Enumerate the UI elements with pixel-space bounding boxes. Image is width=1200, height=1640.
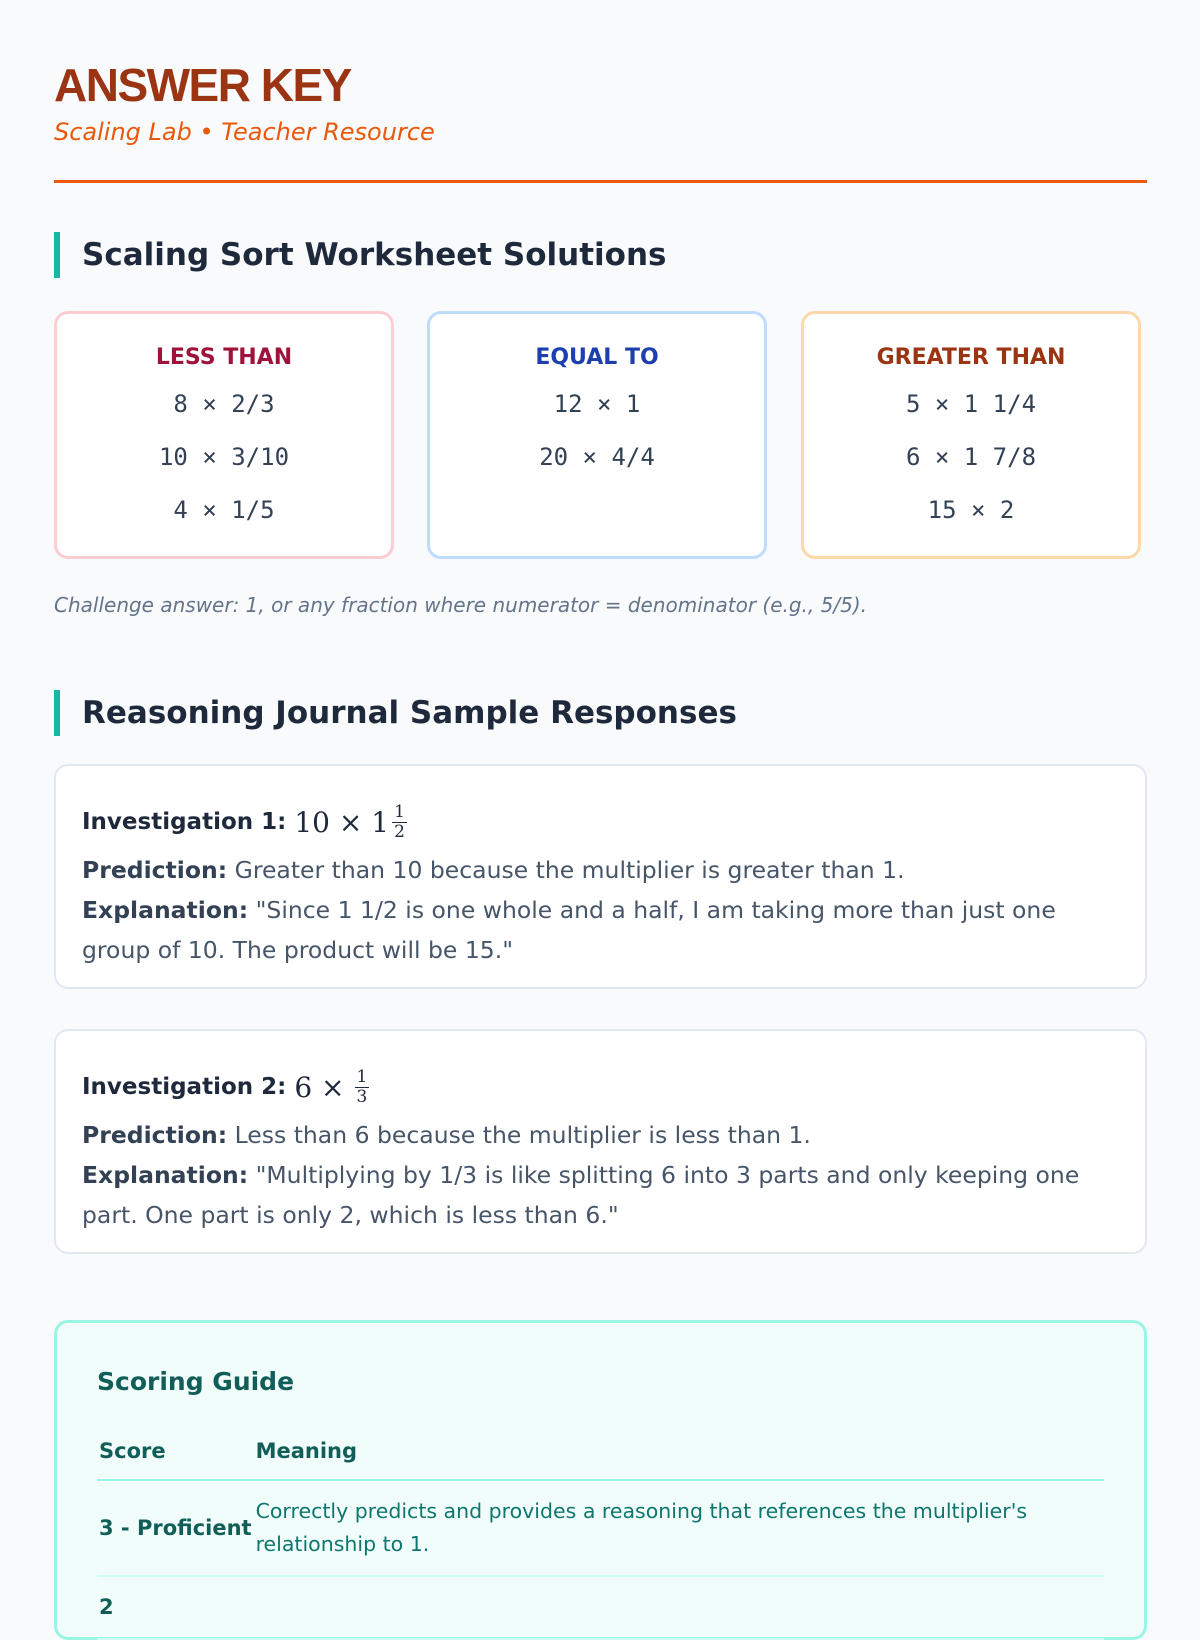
table-header-row bbox=[97, 1423, 1104, 1480]
investigation-title bbox=[82, 794, 1119, 850]
expression-fraction bbox=[355, 1066, 370, 1107]
prediction bbox=[82, 1115, 1119, 1155]
prediction bbox=[82, 850, 1119, 890]
meaning-cell bbox=[254, 1576, 1104, 1639]
challenge-answer: Challenge answer: 1, or any fraction where numerator = denominator (e.g., 5/5). bbox=[54, 593, 867, 617]
expression-whole: 10 × 1 bbox=[294, 805, 390, 839]
column-header-score: Score bbox=[97, 1423, 254, 1480]
header-divider bbox=[54, 180, 1147, 183]
fraction-numerator: 1 bbox=[356, 1066, 368, 1087]
expression: 8 × 2/3 bbox=[173, 390, 275, 418]
fraction-numerator: 1 bbox=[394, 801, 405, 822]
expression: 20 × 4/4 bbox=[539, 443, 655, 471]
score-cell: 3 - Proficient bbox=[97, 1480, 254, 1576]
table-row bbox=[97, 1480, 1104, 1576]
equal-to-column bbox=[427, 311, 767, 559]
page-subtitle: Scaling Lab • Teacher Resource bbox=[54, 118, 435, 146]
page-title: ANSWER KEY bbox=[54, 59, 351, 111]
expression: 12 × 1 bbox=[553, 390, 641, 418]
investigation-label: Investigation 2: bbox=[82, 1074, 287, 1100]
explanation-label: Explanation: bbox=[82, 1161, 249, 1189]
investigation-expression bbox=[294, 1066, 369, 1107]
explanation-text: "Multiplying by 1/3 is like splitting 6 into 3 parts and only keeping one part. One part is only 2, which is less than 6." bbox=[82, 1161, 1080, 1229]
explanation bbox=[82, 890, 1119, 970]
sort-section-heading: Scaling Sort Worksheet Solutions bbox=[54, 232, 667, 278]
prediction-text: Less than 6 because the multiplier is less than 1. bbox=[234, 1121, 811, 1149]
expression-fraction bbox=[392, 801, 407, 842]
expression: 5 × 1 1/4 bbox=[905, 390, 1037, 418]
table-row bbox=[97, 1576, 1104, 1639]
scoring-guide-title: Scoring Guide bbox=[97, 1367, 295, 1396]
less-than-column bbox=[54, 311, 394, 559]
scoring-guide bbox=[54, 1320, 1147, 1640]
investigation-label: Investigation 1: bbox=[82, 809, 287, 835]
investigation-card-2 bbox=[54, 1029, 1147, 1254]
explanation-text: "Since 1 1/2 is one whole and a half, I am taking more than just one group of 10. The product will be 15." bbox=[82, 896, 1056, 964]
column-header-meaning: Meaning bbox=[254, 1423, 1104, 1480]
explanation-label: Explanation: bbox=[82, 896, 249, 924]
scoring-table bbox=[97, 1423, 1104, 1640]
score-cell: 2 bbox=[97, 1576, 254, 1639]
investigation-title bbox=[82, 1059, 1119, 1115]
fraction-denominator: 2 bbox=[394, 821, 405, 842]
expression: 4 × 1/5 bbox=[173, 496, 275, 524]
column-label: GREATER THAN bbox=[876, 345, 1066, 370]
column-label: EQUAL TO bbox=[535, 345, 659, 370]
expression-whole: 6 × bbox=[294, 1070, 345, 1104]
column-label: LESS THAN bbox=[155, 345, 293, 370]
explanation bbox=[82, 1155, 1119, 1235]
expression: 10 × 3/10 bbox=[158, 443, 290, 471]
expression: 6 × 1 7/8 bbox=[905, 443, 1037, 471]
investigation-card-1 bbox=[54, 764, 1147, 989]
prediction-label: Prediction: bbox=[82, 856, 228, 884]
journal-section-heading: Reasoning Journal Sample Responses bbox=[54, 690, 737, 736]
fraction-denominator: 3 bbox=[356, 1086, 368, 1107]
expression: 15 × 2 bbox=[927, 496, 1015, 524]
prediction-text: Greater than 10 because the multiplier is greater than 1. bbox=[234, 856, 905, 884]
greater-than-column bbox=[801, 311, 1141, 559]
investigation-expression bbox=[294, 801, 407, 842]
meaning-cell: Correctly predicts and provides a reasoning that references the multiplier's relationship to 1. bbox=[254, 1480, 1104, 1576]
prediction-label: Prediction: bbox=[82, 1121, 228, 1149]
